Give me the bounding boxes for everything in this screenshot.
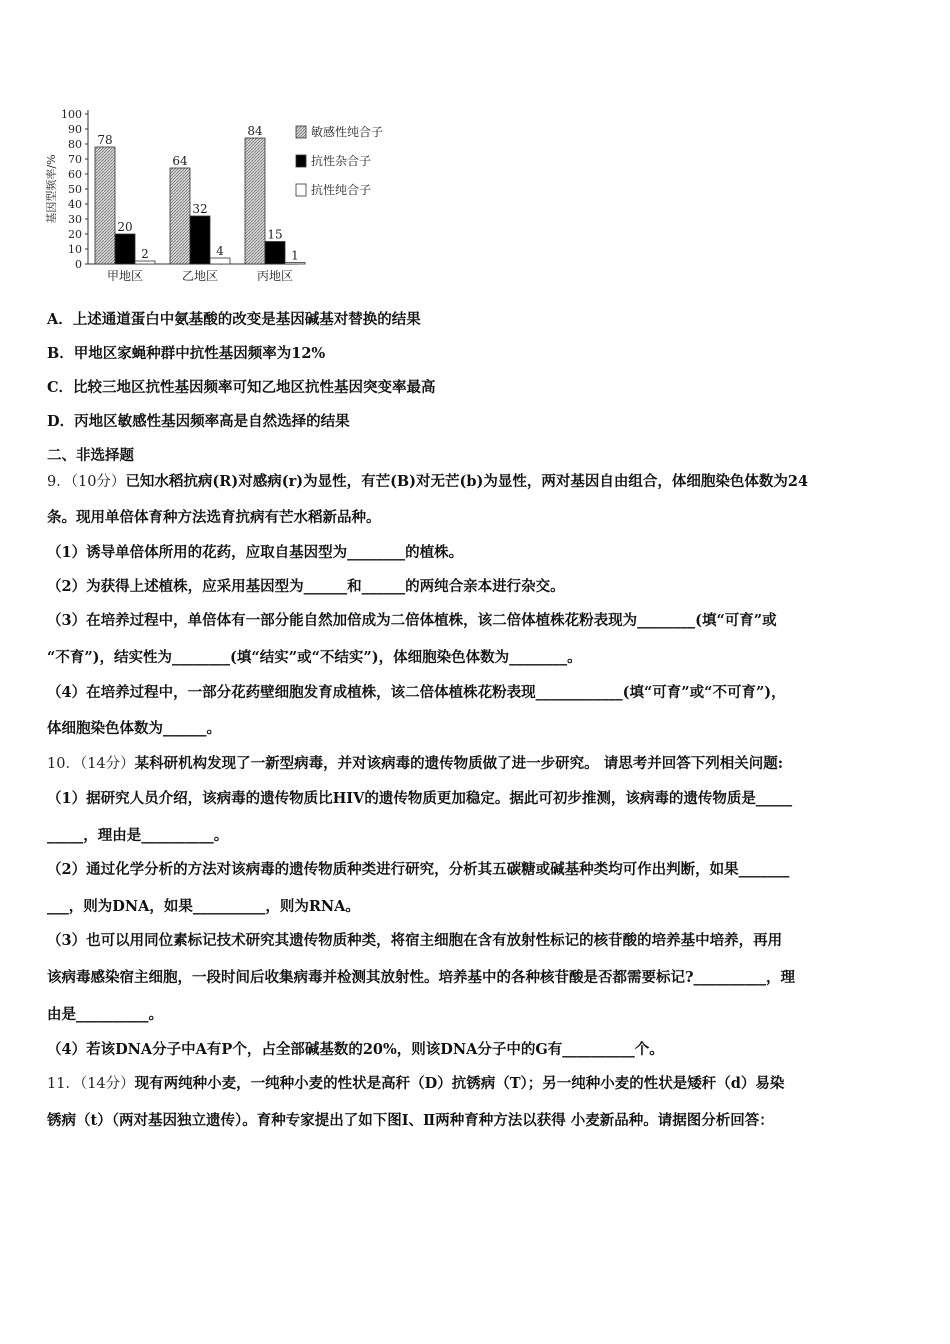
q10-part-2-line-1: （2）通过化学分析的方法对该病毒的遗传物质种类进行研究，分析其五碳糖或碱基种类均可作出判断，如果_______ xyxy=(47,861,790,878)
legend-swatch xyxy=(296,155,306,167)
q9-part-2: （2）为获得上述植株，应采用基因型为______和______的两纯合亲本进行杂交。 xyxy=(47,578,565,595)
q11-stem-text: 现有两纯种小麦，一纯种小麦的性状是高秆（D）抗锈病（T）；另一纯种小麦的性状是矮秆（d）易染 xyxy=(134,1075,785,1092)
y-tick-label: 100 xyxy=(61,108,82,121)
bar xyxy=(190,216,210,264)
option-c[interactable]: C．比较三地区抗性基因频率可知乙地区抗性基因突变率最高 xyxy=(47,379,436,396)
data-label: 64 xyxy=(172,154,188,168)
q10-stem xyxy=(47,754,783,774)
bar xyxy=(95,147,115,264)
section-title: 二、非选择题 xyxy=(47,447,134,464)
q10-part-3-line-3: 由是__________。 xyxy=(47,1006,163,1023)
q9-stem-line-2: 条。现用单倍体育种方法选育抗病有芒水稻新品种。 xyxy=(47,509,381,526)
q9-part-3-line-2: “不育”)，结实性为________(填“结实”或“不结实”)，体细胞染色体数为________。 xyxy=(47,649,582,666)
y-tick-label: 30 xyxy=(68,213,82,226)
bar xyxy=(135,261,155,264)
q9-part-1: （1）诱导单倍体所用的花药，应取自基因型为________的植株。 xyxy=(47,544,464,561)
legend-label: 敏感性纯合子 xyxy=(311,125,384,139)
bar xyxy=(210,258,230,264)
q9-stem-text: 已知水稻抗病(R)对感病(r)为显性，有芒(B)对无芒(b)为显性，两对基因自由组合，体细胞染色体数为24 xyxy=(125,473,809,490)
q10-score: （14分） xyxy=(79,756,135,772)
q10-part-4: （4）若该DNA分子中A有P个，占全部碱基数的20%，则该DNA分子中的G有__________个。 xyxy=(47,1041,664,1058)
q9-score: （10分） xyxy=(70,474,126,490)
y-tick-label: 40 xyxy=(68,198,82,211)
q11-number: 11． xyxy=(47,1076,80,1092)
bar xyxy=(115,234,135,264)
q10-part-2-line-2: ___，则为DNA，如果__________，则为RNA。 xyxy=(47,898,360,915)
bar xyxy=(245,138,265,264)
legend-swatch xyxy=(296,126,306,138)
data-label: 32 xyxy=(192,202,208,216)
x-tick-label: 甲地区 xyxy=(106,269,144,283)
q10-part-3-line-1: （3）也可以用同位素标记技术研究其遗传物质种类，将宿主细胞在含有放射性标记的核苷酸的培养基中培养，再用 xyxy=(47,932,783,949)
option-b[interactable]: B．甲地区家蝇种群中抗性基因频率为12% xyxy=(47,345,326,362)
legend-swatch xyxy=(296,184,306,196)
x-tick-label: 丙地区 xyxy=(256,269,294,283)
q11-stem-line-2: 锈病（t）（两对基因独立遗传）。育种专家提出了如下图Ⅰ、Ⅱ两种育种方法以获得 小麦新品种。请据图分析回答： xyxy=(47,1112,774,1129)
q10-part-1-line-2: _____，理由是__________。 xyxy=(47,827,229,844)
q9-stem-line-1 xyxy=(47,472,808,492)
bar xyxy=(265,242,285,265)
data-label: 20 xyxy=(117,220,133,234)
q9-part-4-line-2: 体细胞染色体数为______。 xyxy=(47,720,221,737)
q9-part-3-line-1: （3）在培养过程中，单倍体有一部分能自然加倍成为二倍体植株，该二倍体植株花粉表现为________(填“可育”或 xyxy=(47,612,777,629)
data-label: 15 xyxy=(267,227,283,242)
q10-part-3-line-2: 该病毒感染宿主细胞，一段时间后收集病毒并检测其放射性。培养基中的各种核苷酸是否都需要标记?__________，理 xyxy=(47,969,795,986)
genotype-frequency-chart xyxy=(38,96,418,296)
y-tick-label: 0 xyxy=(75,258,82,271)
y-tick-label: 10 xyxy=(68,243,82,256)
q10-number: 10． xyxy=(47,756,80,772)
bar xyxy=(170,168,190,264)
y-tick-label: 90 xyxy=(68,123,82,136)
y-tick-label: 80 xyxy=(68,138,82,151)
y-tick-label: 70 xyxy=(68,153,82,166)
bar xyxy=(285,263,305,265)
y-tick-label: 50 xyxy=(68,183,82,196)
legend-label: 抗性纯合子 xyxy=(311,183,372,197)
data-label: 78 xyxy=(97,133,113,147)
q10-stem-text: 某科研机构发现了一新型病毒，并对该病毒的遗传物质做了进一步研究。 请思考并回答下列相关问题: xyxy=(134,755,784,772)
data-label: 4 xyxy=(216,244,224,258)
data-label: 2 xyxy=(141,247,149,261)
q9-part-4-line-1: （4）在培养过程中，一部分花药壁细胞发育成植株，该二倍体植株花粉表现____________(填“可育”或“不可育”)， xyxy=(47,684,786,701)
q9-number: 9． xyxy=(47,474,71,490)
option-a[interactable]: A．上述通道蛋白中氨基酸的改变是基因碱基对替换的结果 xyxy=(47,311,421,328)
q10-part-1-line-1: （1）据研究人员介绍，该病毒的遗传物质比HIV的遗传物质更加稳定。据此可初步推测，该病毒的遗传物质是_____ xyxy=(47,790,793,807)
q11-stem-line-1 xyxy=(47,1074,784,1094)
data-label: 84 xyxy=(247,124,263,138)
y-tick-label: 60 xyxy=(68,168,82,181)
legend-label: 抗性杂合子 xyxy=(311,154,372,168)
option-d[interactable]: D．丙地区敏感性基因频率高是自然选择的结果 xyxy=(47,413,350,430)
data-label: 1 xyxy=(291,248,299,263)
q11-score: （14分） xyxy=(79,1076,135,1092)
y-tick-label: 20 xyxy=(68,228,82,241)
y-axis-label: 基因型频率/% xyxy=(45,154,58,224)
x-tick-label: 乙地区 xyxy=(181,269,219,283)
